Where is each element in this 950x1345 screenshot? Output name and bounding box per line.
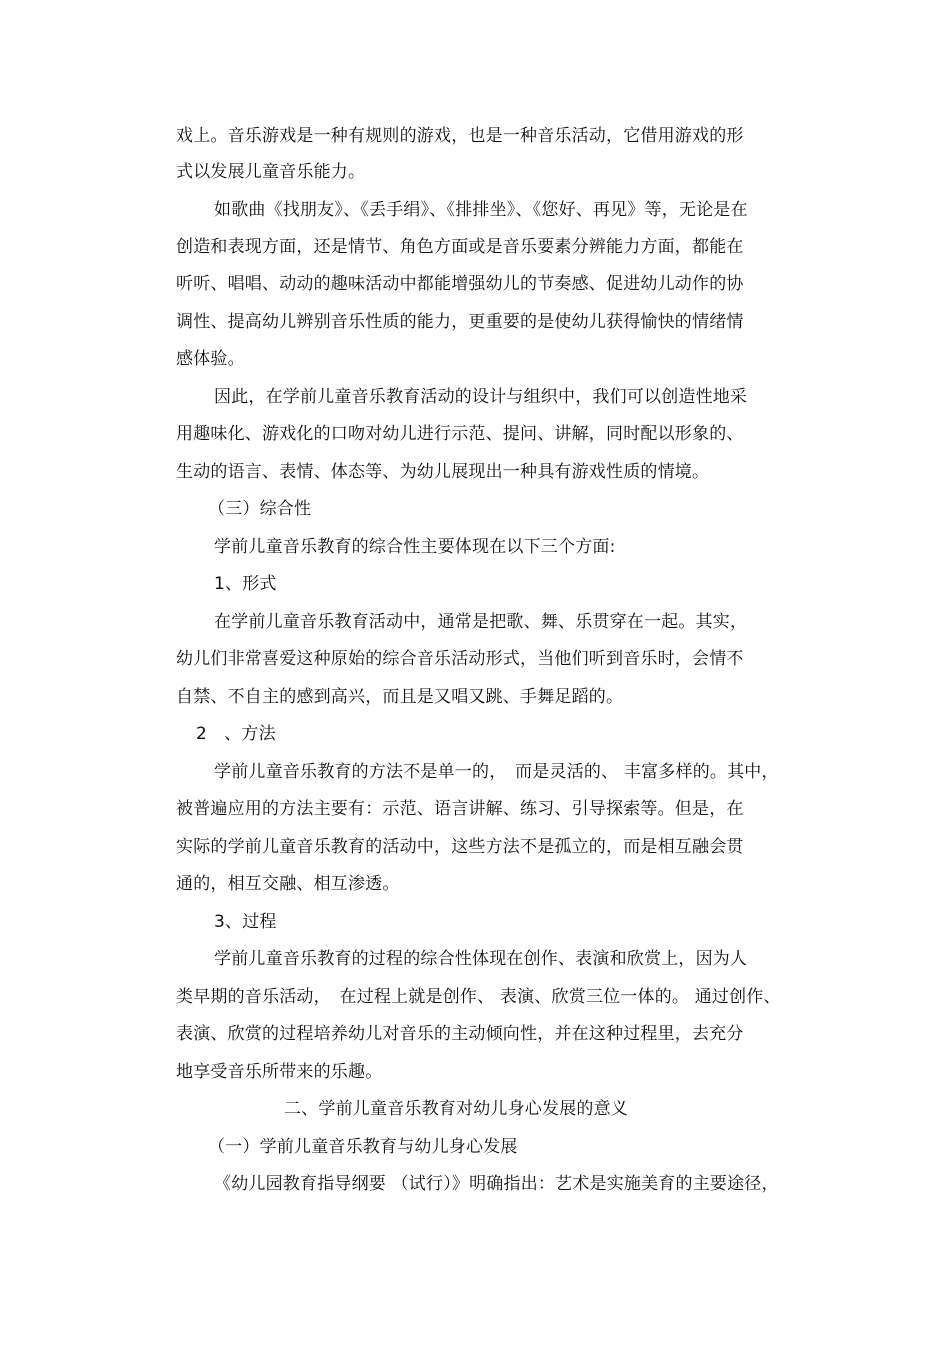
paragraph-line: 因此，在学前儿童音乐教育活动的设计与组织中，我们可以创造性地采 [214,387,748,407]
subheading: 2 、方法 [196,724,276,744]
paragraph-line: 创造和表现方面，还是情节、角色方面或是音乐要素分辨能力方面，都能在 [176,237,744,257]
paragraph-line: 在学前儿童音乐教育活动中，通常是把歌、舞、乐贯穿在一起。其实， [214,612,748,632]
paragraph-line: 如歌曲《找朋友》、《丢手绢》、《排排坐》、《您好、再见》等，无论是在 [214,200,748,220]
chapter-heading: 二、学前儿童音乐教育对幼儿身心发展的意义 [284,1099,628,1119]
paragraph-line: 《幼儿园教育指导纲要 （试行）》明确指出：艺术是实施美育的主要途径， [214,1174,779,1194]
paragraph-line: 通的，相互交融、相互渗透。 [176,874,400,894]
paragraph-line: 用趣味化、游戏化的口吻对幼儿进行示范、提问、讲解，同时配以形象的、 [176,424,744,444]
paragraph-line: 类早期的音乐活动， 在过程上就是创作、 表演、欣赏三位一体的。 通过创作、 [176,987,781,1007]
paragraph-line: 学前儿童音乐教育的综合性主要体现在以下三个方面: [214,537,616,557]
paragraph-line: 生动的语言、表情、体态等、为幼儿展现出一种具有游戏性质的情境。 [176,462,710,482]
paragraph-line: 听听、唱唱、动动的趣味活动中都能增强幼儿的节奏感、促进幼儿动作的协 [176,274,744,294]
subheading: 1、形式 [214,574,277,594]
paragraph-line: 自禁、不自主的感到高兴，而且是又唱又跳、手舞足蹈的。 [176,687,624,707]
subheading: 3、过程 [214,912,277,932]
paragraph-line: 学前儿童音乐教育的过程的综合性体现在创作、表演和欣赏上，因为人 [214,949,748,969]
paragraph-line: 实际的学前儿童音乐教育的活动中，这些方法不是孤立的，而是相互融会贯 [176,837,744,857]
paragraph-line: 戏上。音乐游戏是一种有规则的游戏，也是一种音乐活动，它借用游戏的形 [176,126,744,146]
paragraph-line: 幼儿们非常喜爱这种原始的综合音乐活动形式，当他们听到音乐时，会情不 [176,649,744,669]
section-heading: （三）综合性 [208,499,312,519]
paragraph-line: 学前儿童音乐教育的方法不是单一的， 而是灵活的、 丰富多样的。其中， [214,762,779,782]
paragraph-line: 被普遍应用的方法主要有：示范、语言讲解、练习、引导探索等。但是，在 [176,799,744,819]
paragraph-line: 地享受音乐所带来的乐趣。 [176,1062,383,1082]
paragraph-line: 调性、提高幼儿辨别音乐性质的能力，更重要的是使幼儿获得愉快的情绪情 [176,312,744,332]
paragraph-line: 式以发展儿童音乐能力。 [176,162,366,182]
paragraph-line: 表演、欣赏的过程培养幼儿对音乐的主动倾向性，并在这种过程里，去充分 [176,1024,744,1044]
section-heading: （一）学前儿童音乐教育与幼儿身心发展 [208,1137,518,1157]
paragraph-line: 感体验。 [176,349,245,369]
